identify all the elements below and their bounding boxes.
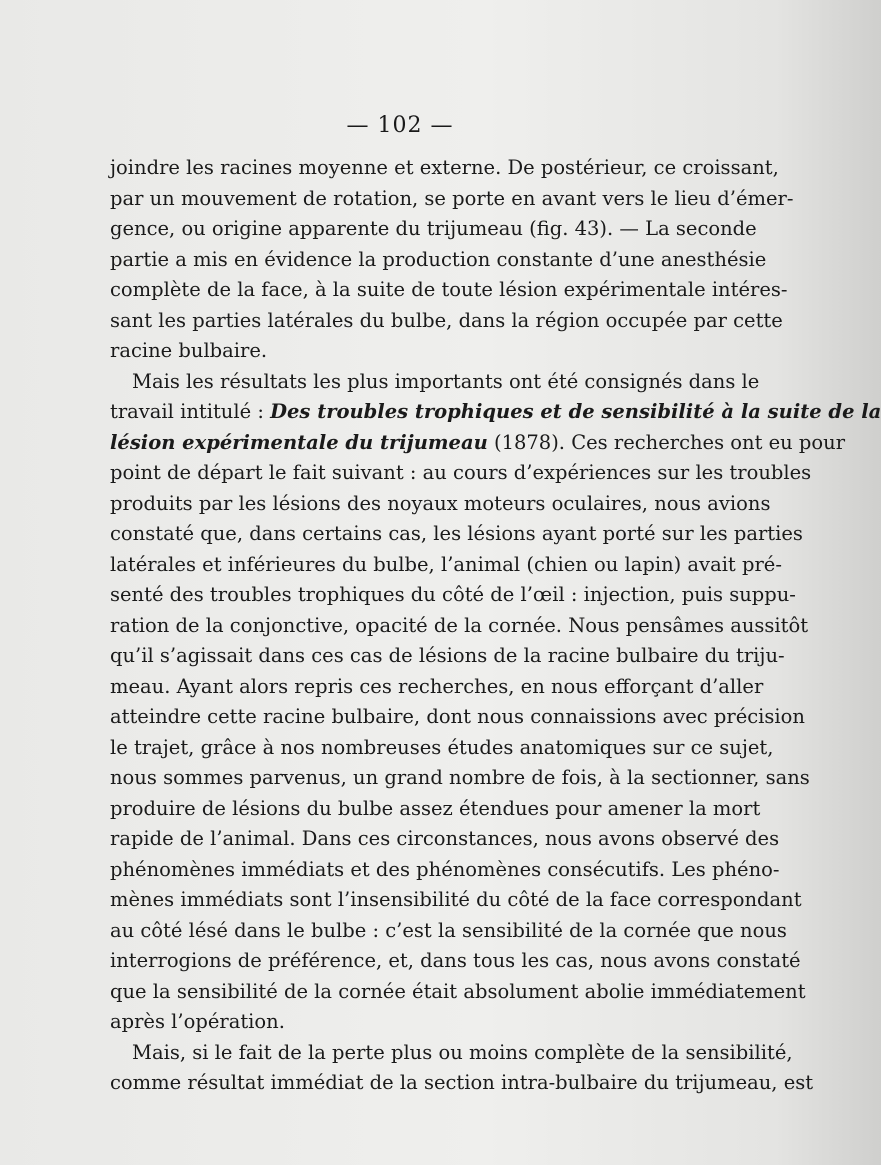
text-line: qu’il s’agissait dans ces cas de lésions de la racine bulbaire du triju-	[110, 644, 785, 667]
text-line: le trajet, grâce à nos nombreuses études anatomiques sur ce sujet,	[110, 735, 774, 759]
text-line: ration de la conjonctive, opacité de la cornée. Nous pensâmes aussitôt	[110, 613, 809, 637]
text-line: racine bulbaire.	[110, 339, 268, 362]
text-line: phénomènes immédiats et des phénomènes consécutifs. Les phéno-	[110, 857, 780, 881]
text-line	[110, 428, 846, 459]
text-line: atteindre cette racine bulbaire, dont nous connaissions avec précision	[110, 705, 805, 728]
text-line	[110, 397, 881, 428]
text-segment: (1878). Ces recherches ont eu pour	[487, 430, 846, 454]
text-line: produire de lésions du bulbe assez étendues pour amener la mort	[110, 796, 761, 820]
text-line: gence, ou origine apparente du trijumeau (fig. 43). — La seconde	[110, 217, 757, 240]
text-line: Mais, si le fait de la perte plus ou moins complète de la sensibilité,	[132, 1040, 793, 1064]
text-line: point de départ le fait suivant : au cours d’expériences sur les troubles	[110, 461, 812, 484]
text-line: complète de la face, à la suite de toute lésion expérimentale intéres-	[110, 278, 788, 301]
text-line: constaté que, dans certains cas, les lésions ayant porté sur les parties	[110, 522, 803, 545]
text-line: meau. Ayant alors repris ces recherches, en nous efforçant d’aller	[110, 674, 764, 698]
text-line: Mais les résultats les plus importants ont été consignés dans le	[132, 369, 760, 393]
text-line: comme résultat immédiat de la section intra-bulbaire du trijumeau, est	[110, 1071, 814, 1094]
page-number: — 102 —	[346, 113, 454, 138]
text-line: après l’opération.	[110, 1010, 285, 1033]
text-line: latérales et inférieures du bulbe, l’animal (chien ou lapin) avait pré-	[110, 552, 782, 576]
text-line: interrogions de préférence, et, dans tous les cas, nous avons constaté	[110, 949, 801, 972]
text-line: rapide de l’animal. Dans ces circonstances, nous avons observé des	[110, 827, 780, 850]
body-text	[110, 153, 881, 1099]
text-line: produits par les lésions des noyaux moteurs oculaires, nous avions	[110, 491, 771, 515]
text-line: au côté lésé dans le bulbe : c’est la sensibilité de la cornée que nous	[110, 918, 787, 942]
work-title-italic: Des troubles trophiques et de sensibilité à la suite de la	[270, 400, 881, 423]
text-line: senté des troubles trophiques du côté de l’œil : injection, puis suppu-	[110, 583, 796, 606]
text-line: que la sensibilité de la cornée était absolument abolie immédiatement	[110, 979, 806, 1003]
text-line: sant les parties latérales du bulbe, dans la région occupée par cette	[110, 308, 783, 332]
text-segment: travail intitulé :	[110, 400, 271, 423]
work-title-italic: lésion expérimentale du trijumeau	[110, 430, 488, 454]
text-line: par un mouvement de rotation, se porte en avant vers le lieu d’émer-	[110, 186, 794, 210]
text-line: nous sommes parvenus, un grand nombre de fois, à la sectionner, sans	[110, 766, 810, 789]
text-line: mènes immédiats sont l’insensibilité du côté de la face correspondant	[110, 888, 802, 911]
text-line: partie a mis en évidence la production constante d’une anesthésie	[110, 247, 767, 271]
text-line: joindre les racines moyenne et externe. De postérieur, ce croissant,	[110, 156, 779, 179]
